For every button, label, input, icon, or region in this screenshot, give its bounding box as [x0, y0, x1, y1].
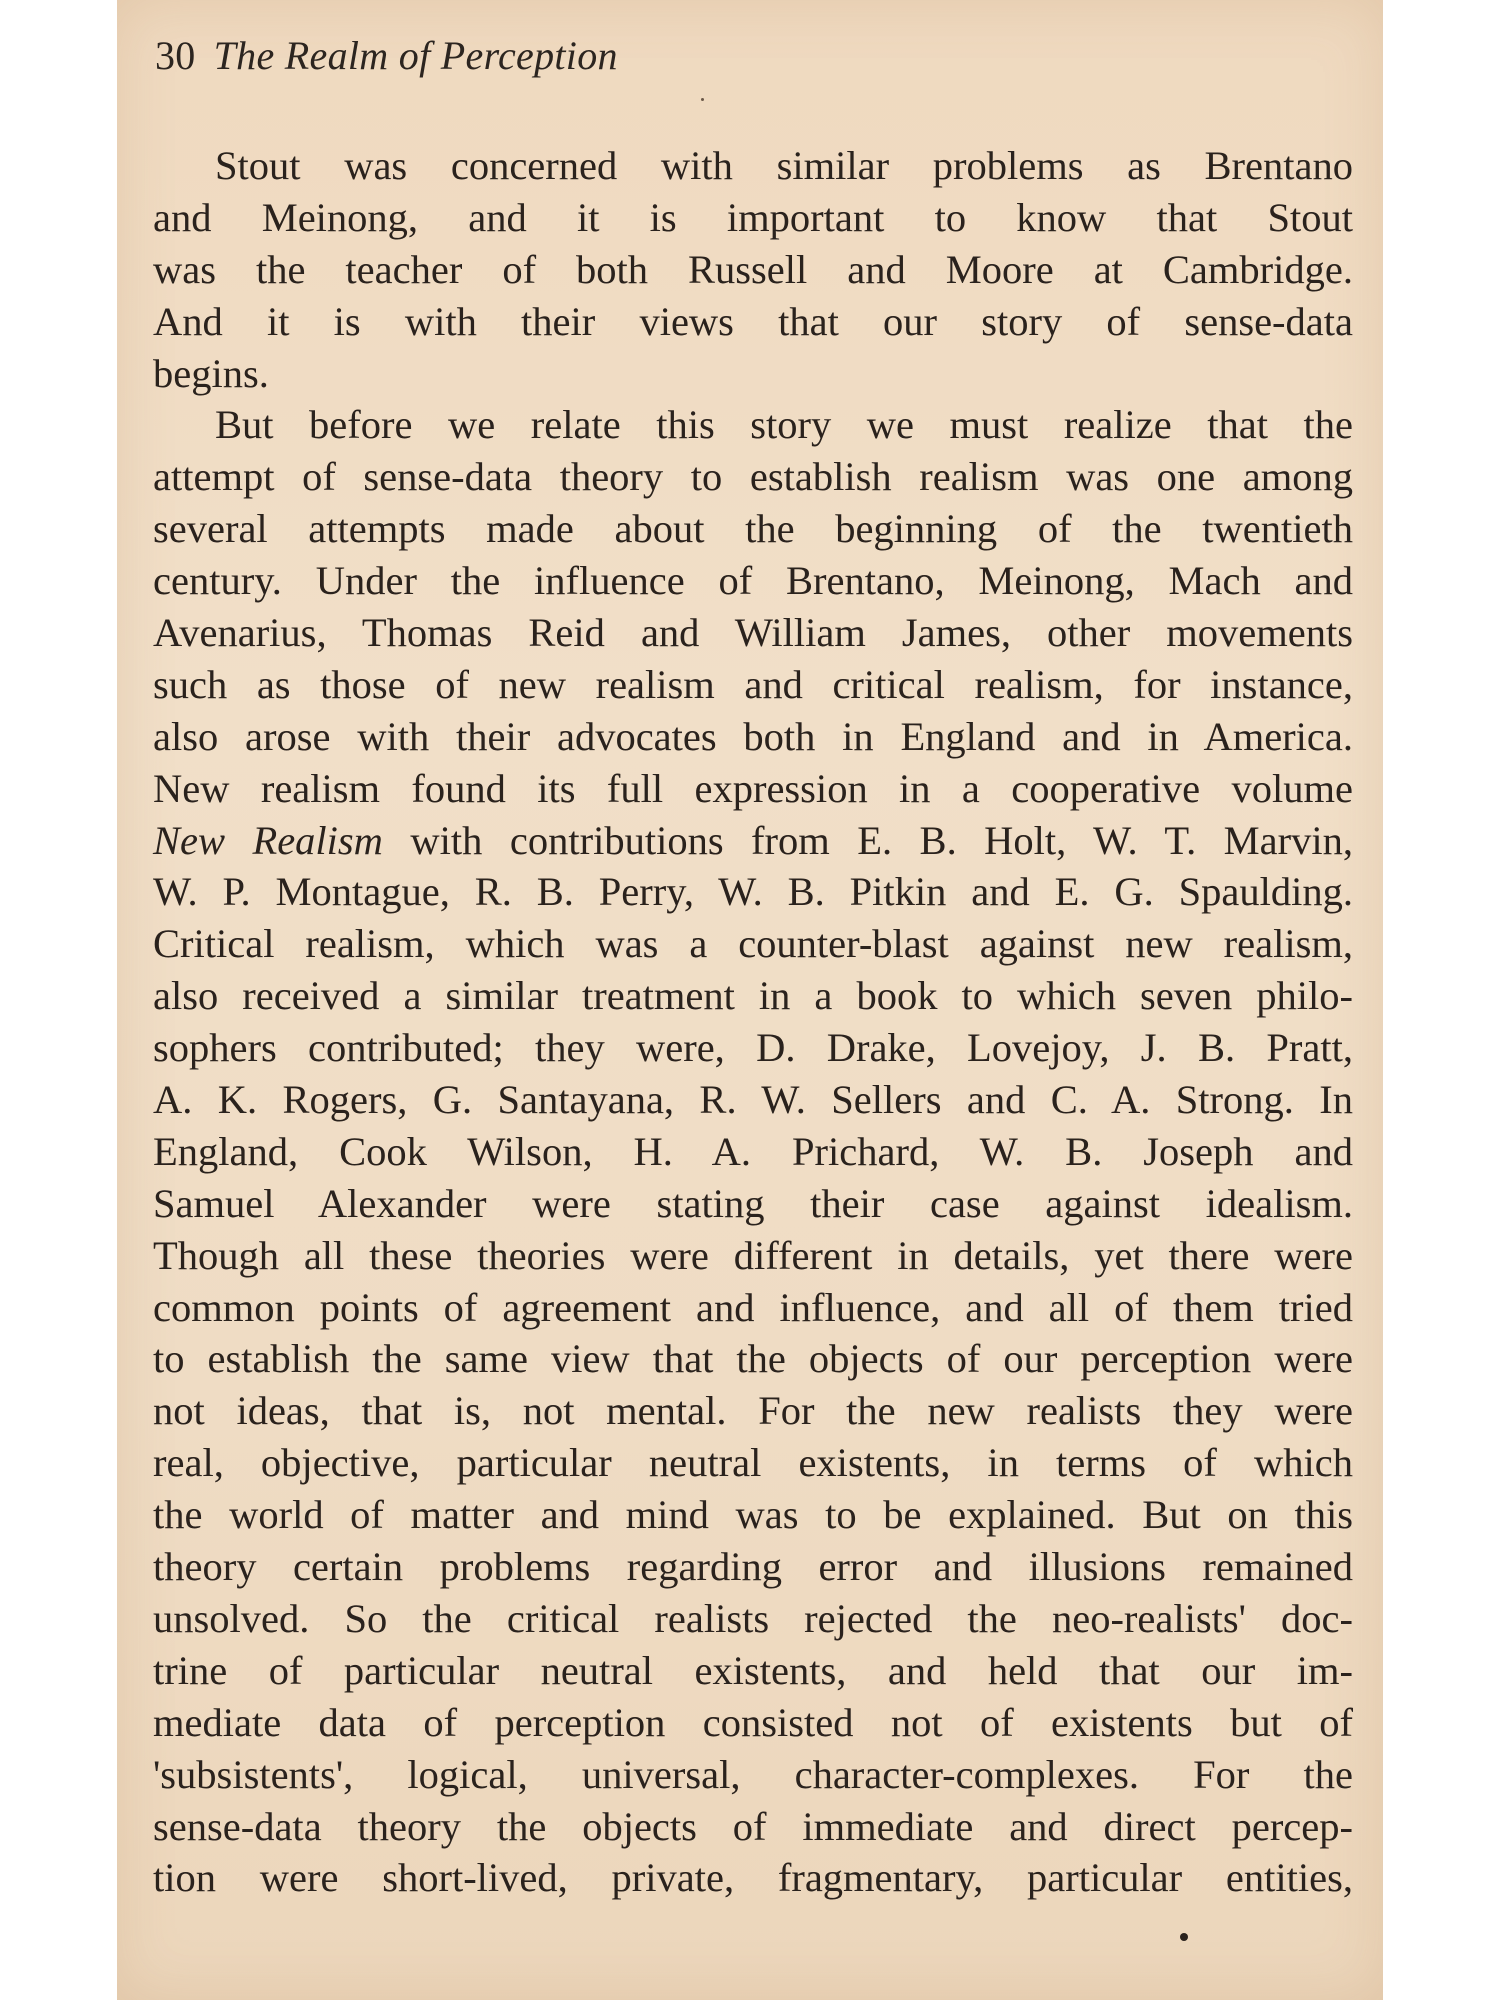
paragraph-1 — [153, 140, 1353, 399]
text-line: and Meinong, and it is important to know that Stout — [153, 194, 1353, 240]
text-line: Critical realism, which was a counter-blast against new realism, — [153, 921, 1353, 967]
text-line: Stout was concerned with similar problems as Brentano — [215, 143, 1353, 188]
text-line: Though all these theories were different in details, yet there were — [153, 1232, 1353, 1278]
text-line-rest: with contributions from E. B. Holt, W. T. Marvin, — [410, 817, 1354, 863]
text-line: New realism found its full expression in a cooperative volume — [153, 765, 1353, 811]
text-line: tion were short-lived, private, fragmentary, particular entities, — [153, 1855, 1353, 1901]
text-line: sense-data theory the objects of immediate and direct percep- — [153, 1803, 1353, 1849]
text-line: common points of agreement and influence, and all of them tried — [153, 1284, 1353, 1330]
text-line: real, objective, particular neutral existents, in terms of which — [153, 1440, 1353, 1486]
text-line: such as those of new realism and critical realism, for instance, — [153, 661, 1353, 707]
text-line: theory certain problems regarding error and illusions remained — [153, 1544, 1353, 1590]
text-line: to establish the same view that the objects of our perception were — [153, 1336, 1353, 1382]
text-line: 'subsistents', logical, universal, character-complexes. For the — [153, 1751, 1353, 1797]
text-line: W. P. Montague, R. B. Perry, W. B. Pitkin and E. G. Spaulding. — [153, 869, 1353, 915]
text-line: century. Under the influence of Brentano, Meinong, Mach and — [153, 558, 1353, 604]
text-line-with-italic — [153, 815, 1353, 867]
page-number: 30 — [155, 33, 196, 78]
text-line: unsolved. So the critical realists rejected the neo-realists' doc- — [153, 1595, 1353, 1641]
text-line: mediate data of perception consisted not of existents but of — [153, 1699, 1353, 1745]
book-title: The Realm of Perception — [213, 33, 618, 78]
italic-title: New Realism — [153, 817, 383, 863]
text-line: attempt of sense-data theory to establish realism was one among — [153, 454, 1353, 500]
text-line: Avenarius, Thomas Reid and William James, other movements — [153, 610, 1353, 656]
body-text — [153, 140, 1353, 1904]
text-line: England, Cook Wilson, H. A. Prichard, W. B. Joseph and — [153, 1128, 1353, 1174]
text-line: begins. — [153, 350, 269, 396]
text-line: And it is with their views that our story of sense-data — [153, 298, 1353, 344]
paper-fleck — [701, 98, 704, 101]
text-line: also arose with their advocates both in England and in America. — [153, 713, 1353, 759]
text-line: trine of particular neutral existents, and held that our im- — [153, 1647, 1353, 1693]
paragraph-2 — [153, 399, 1353, 1904]
printer-mark — [1180, 1933, 1188, 1941]
text-line: A. K. Rogers, G. Santayana, R. W. Sellers and C. A. Strong. In — [153, 1077, 1353, 1123]
running-head — [155, 32, 618, 79]
book-page — [117, 0, 1383, 2000]
text-line: also received a similar treatment in a book to which seven philo- — [153, 973, 1353, 1019]
text-line: sophers contributed; they were, D. Drake, Lovejoy, J. B. Pratt, — [153, 1025, 1353, 1071]
text-line: Samuel Alexander were stating their case against idealism. — [153, 1180, 1353, 1226]
text-line: But before we relate this story we must realize that the — [215, 402, 1353, 448]
text-line: not ideas, that is, not mental. For the new realists they were — [153, 1388, 1353, 1434]
text-line: several attempts made about the beginning of the twentieth — [153, 506, 1353, 552]
text-line: the world of matter and mind was to be explained. But on this — [153, 1492, 1353, 1538]
text-line: was the teacher of both Russell and Moore at Cambridge. — [153, 246, 1353, 292]
